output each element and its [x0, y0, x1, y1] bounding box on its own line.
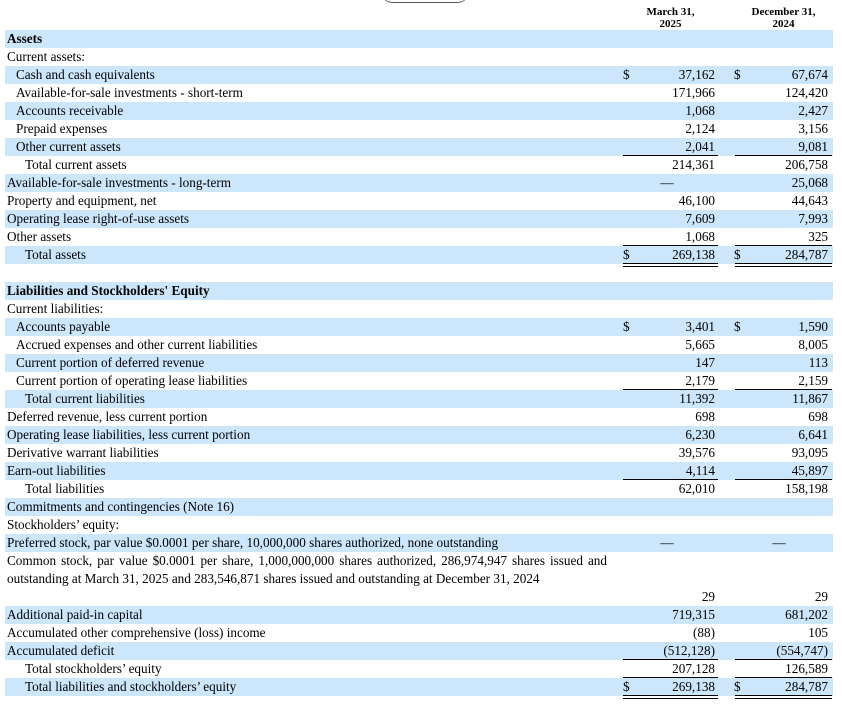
row-label: Liabilities and Stockholders' Equity — [7, 283, 210, 298]
row-label: Accounts receivable — [16, 103, 124, 118]
statement-row — [5, 282, 833, 300]
value-december-2024: 158,198 — [785, 481, 828, 496]
statement-row — [5, 354, 833, 372]
currency-symbol: $ — [734, 247, 741, 262]
statement-row — [5, 102, 833, 120]
value-december-2024: 124,420 — [785, 85, 828, 100]
statement-row — [5, 444, 833, 462]
statement-row — [5, 48, 833, 66]
value-december-2024: 113 — [808, 355, 828, 370]
value-march-2025: 2,041 — [685, 139, 715, 154]
row-label: Total assets — [25, 247, 86, 262]
value-december-2024: 2,427 — [798, 103, 828, 118]
value-march-2025: 46,100 — [678, 193, 715, 208]
statement-row — [5, 228, 833, 246]
statement-row — [5, 210, 833, 228]
value-december-2024: 29 — [814, 589, 828, 604]
row-label: Property and equipment, net — [7, 193, 157, 208]
row-label: Accumulated other comprehensive (loss) income — [7, 625, 266, 640]
statement-row — [5, 156, 833, 174]
value-march-2025: 11,392 — [679, 391, 715, 406]
value-march-2025: 1,068 — [685, 229, 715, 244]
row-label: Total stockholders’ equity — [25, 661, 162, 676]
currency-symbol: $ — [734, 319, 741, 334]
cropped-header-mark — [380, 0, 470, 3]
value-december-2024: 284,787 — [785, 679, 828, 694]
row-label: Common stock, par value $0.0001 per share, 1,000,000,000 shares authorized, 286,974,947 shares issued and outstanding at March 31, 2025 and 283,546,871 shares issued and outstanding at December 31, 2024 — [7, 553, 607, 586]
value-march-2025: 37,162 — [678, 67, 715, 82]
row-label: Accumulated deficit — [7, 643, 115, 658]
value-march-2025: 29 — [701, 589, 715, 604]
value-march-2025: 2,124 — [685, 121, 715, 136]
statement-row — [5, 174, 833, 192]
currency-symbol: $ — [623, 67, 630, 82]
value-march-2025: 4,114 — [685, 463, 715, 478]
statement-row — [5, 138, 833, 156]
statement-row — [5, 606, 833, 624]
value-march-2025: 3,401 — [685, 319, 715, 334]
value-december-2024: 11,867 — [792, 391, 828, 406]
value-march-2025: 269,138 — [672, 247, 715, 262]
spacer-row — [5, 264, 833, 282]
statement-row — [5, 516, 833, 534]
value-december-2024: 67,674 — [791, 67, 828, 82]
row-label: Available-for-sale investments - short-term — [16, 85, 243, 100]
value-march-2025: (512,128) — [663, 643, 715, 658]
value-march-2025: 147 — [695, 355, 715, 370]
value-december-2024: — — [772, 535, 786, 550]
row-label: Other current assets — [16, 139, 121, 154]
row-label: Commitments and contingencies (Note 16) — [7, 499, 235, 514]
statement-row — [5, 390, 833, 408]
value-december-2024: 45,897 — [791, 463, 828, 478]
value-march-2025: (88) — [693, 625, 715, 640]
value-december-2024: (554,747) — [776, 643, 828, 658]
column-header-march-2025 — [623, 6, 718, 30]
currency-symbol: $ — [623, 247, 630, 262]
row-label: Current portion of deferred revenue — [16, 355, 205, 370]
value-december-2024: 44,643 — [791, 193, 828, 208]
statement-row — [5, 462, 833, 480]
value-december-2024: 3,156 — [798, 121, 828, 136]
double-underline — [623, 695, 718, 699]
value-december-2024: 126,589 — [785, 661, 828, 676]
value-march-2025: 214,361 — [672, 157, 715, 172]
row-label: Cash and cash equivalents — [16, 67, 155, 82]
row-label: Current assets: — [7, 49, 86, 64]
currency-symbol: $ — [734, 679, 741, 694]
statement-row — [5, 84, 833, 102]
row-label: Total liabilities — [25, 481, 105, 496]
value-december-2024: 8,005 — [798, 337, 828, 352]
value-december-2024: 2,159 — [798, 373, 828, 388]
statement-row — [5, 624, 833, 642]
currency-symbol: $ — [623, 679, 630, 694]
statement-row — [5, 534, 833, 552]
row-label: Total liabilities and stockholders’ equity — [25, 679, 237, 694]
row-label: Total current liabilities — [25, 391, 145, 406]
value-december-2024: 7,993 — [798, 211, 828, 226]
statement-row — [5, 498, 833, 516]
value-march-2025: 62,010 — [678, 481, 715, 496]
row-label: Other assets — [7, 229, 72, 244]
row-label: Assets — [7, 31, 43, 46]
row-label: Preferred stock, par value $0.0001 per share, 10,000,000 shares authorized, none outstanding — [7, 535, 499, 550]
value-december-2024: 284,787 — [785, 247, 828, 262]
value-march-2025: 207,128 — [672, 661, 715, 676]
row-label: Stockholders’ equity: — [7, 517, 120, 532]
row-label: Accrued expenses and other current liabilities — [16, 337, 258, 352]
value-march-2025: 719,315 — [672, 607, 715, 622]
statement-row — [5, 372, 833, 390]
value-december-2024: 93,095 — [791, 445, 828, 460]
statement-row — [5, 408, 833, 426]
column-header-line: March 31, — [646, 6, 695, 18]
statement-row — [5, 30, 833, 48]
value-march-2025: 269,138 — [672, 679, 715, 694]
column-header-december-2024 — [735, 6, 832, 30]
statement-row — [5, 336, 833, 354]
value-march-2025: 698 — [695, 409, 715, 424]
statement-row — [5, 192, 833, 210]
value-march-2025: — — [660, 175, 674, 190]
row-label: Current portion of operating lease liabilities — [16, 373, 248, 388]
currency-symbol: $ — [734, 67, 741, 82]
statement-row — [5, 642, 833, 660]
row-label: Available-for-sale investments - long-term — [7, 175, 231, 190]
statement-row — [5, 300, 833, 318]
row-label: Prepaid expenses — [16, 121, 108, 136]
statement-row — [5, 120, 833, 138]
value-march-2025: 39,576 — [678, 445, 715, 460]
row-label: Total current assets — [25, 157, 127, 172]
value-march-2025: 5,665 — [685, 337, 715, 352]
value-december-2024: 1,590 — [798, 319, 828, 334]
value-december-2024: 105 — [808, 625, 828, 640]
row-label: Operating lease liabilities, less current portion — [7, 427, 251, 442]
row-label: Accounts payable — [16, 319, 111, 334]
value-march-2025: 1,068 — [685, 103, 715, 118]
double-underline — [735, 695, 832, 699]
value-december-2024: 698 — [808, 409, 828, 424]
statement-row — [5, 318, 833, 336]
value-march-2025: — — [660, 535, 674, 550]
value-december-2024: 6,641 — [798, 427, 828, 442]
row-label: Derivative warrant liabilities — [7, 445, 159, 460]
statement-row — [5, 426, 833, 444]
row-label: Additional paid-in capital — [7, 607, 143, 622]
statement-row — [5, 480, 833, 498]
value-december-2024: 25,068 — [791, 175, 828, 190]
value-december-2024: 206,758 — [785, 157, 828, 172]
value-march-2025: 2,179 — [685, 373, 715, 388]
column-header-line: 2024 — [772, 18, 795, 30]
value-december-2024: 681,202 — [785, 607, 828, 622]
value-march-2025: 171,966 — [672, 85, 715, 100]
row-label: Earn-out liabilities — [7, 463, 106, 478]
statement-row — [5, 66, 833, 84]
currency-symbol: $ — [623, 319, 630, 334]
row-label: Operating lease right-of-use assets — [7, 211, 189, 226]
row-label: Current liabilities: — [7, 301, 104, 316]
column-header-line: December 31, — [751, 6, 816, 18]
statement-row — [5, 552, 833, 606]
value-december-2024: 9,081 — [798, 139, 828, 154]
column-header-line: 2025 — [659, 18, 682, 30]
value-march-2025: 7,609 — [685, 211, 715, 226]
statement-row — [5, 246, 833, 264]
statement-row — [5, 660, 833, 678]
statement-row — [5, 678, 833, 696]
value-december-2024: 325 — [808, 229, 828, 244]
value-march-2025: 6,230 — [685, 427, 715, 442]
row-label: Deferred revenue, less current portion — [7, 409, 208, 424]
